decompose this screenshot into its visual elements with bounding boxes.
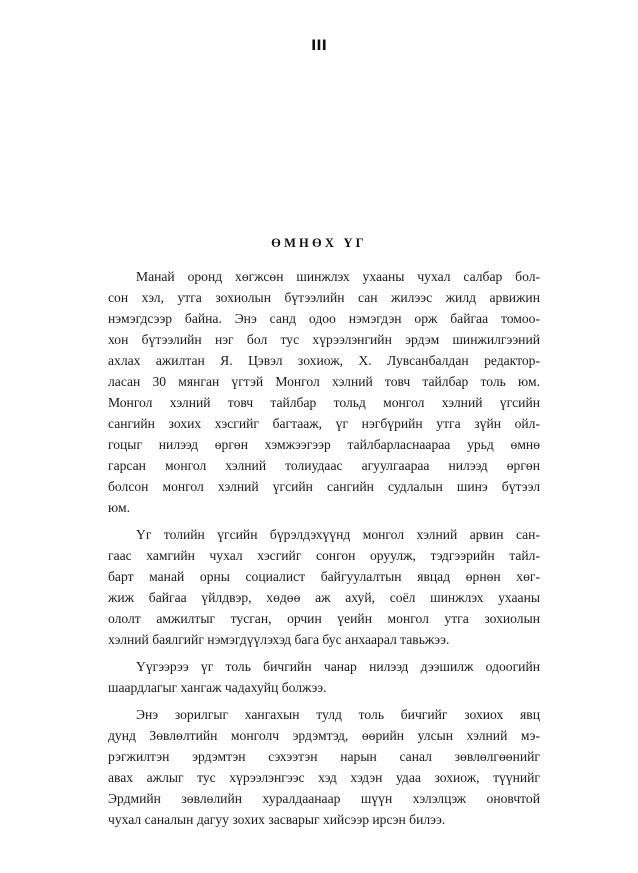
text-line: жиж байгаа үйлдвэр, хөдөө аж ахуй, соёл шинжлэх ухааны	[108, 590, 540, 605]
text-line: Энэ зорилгыг хангахын тулд толь бичгийг зохиох явц	[136, 707, 540, 722]
text-line: чухал саналын дагуу зохих засварыг хийсээр ирсэн билээ.	[108, 812, 446, 827]
paragraph	[108, 266, 540, 518]
text-line: хэлний баялгийг нэмэгдүүлэхэд бага бус анхаарал тавьжээ.	[108, 632, 450, 647]
text-line: сангийн зохих хэсгийг багтааж, үг нэгбүрийн утга зүйн ойл-	[108, 416, 540, 431]
paragraph	[108, 656, 540, 698]
page-number: III	[311, 38, 327, 54]
text-line: гоцыг нилээд өргөн хэмжээгээр тайлбарласнаараа урьд өмнө	[108, 437, 540, 452]
text-line: шаардлагыг хангаж чадахуйц болжээ.	[108, 680, 327, 695]
text-line: дунд Зөвлөлтийн монголч эрдэмтэд, өөрийн улсын хэлний мэ-	[108, 728, 540, 743]
text-line: юм.	[108, 500, 130, 515]
text-line: гаас хамгийн чухал хэсгийг сонгон оруулж, тэдгээрийн тайл-	[108, 548, 540, 563]
text-line: ахлах ажилтан Я. Цэвэл зохиож, Х. Лувсанбалдан редактор-	[108, 353, 540, 368]
text-line: Эрдмийн зөвлөлийн хуралдаанаар шүүн хэлэлцэж оновчтой	[108, 791, 540, 806]
text-line: авах ажлыг тус хүрээлэнгээс хэд хэдэн удаа зохиож, түүнийг	[108, 770, 540, 785]
text-line: нэмэгдсээр байна. Энэ санд одоо нэмэгдэн орж байгаа томоо-	[108, 311, 540, 326]
text-line: барт манай орны социалист байгуулалтын явцад өрнөн хөг-	[108, 569, 540, 584]
preface-body	[108, 266, 540, 836]
text-line: Үг толийн үгсийн бүрэлдэхүүнд монгол хэлний арвин сан-	[136, 527, 540, 542]
text-line: Үүгээрээ үг толь бичгийн чанар нилээд дээшилж одоогийн	[136, 659, 540, 674]
text-line: ласан 30 мянган үгтэй Монгол хэлний товч тайлбар толь юм.	[108, 374, 540, 389]
text-line: Монгол хэлний товч тайлбар тольд монгол хэлний үгсийн	[108, 395, 540, 410]
text-line: болсон монгол хэлний үгсийн сангийн судлалын шинэ бүтээл	[108, 479, 540, 494]
preface-heading: ӨМНӨХ ҮГ	[271, 236, 367, 250]
text-line: рэгжилтэн эрдэмтэн сэхээтэн нарын санал зөвлөлгөөнийг	[108, 749, 540, 764]
text-line: гарсан монгол хэлний толиудаас агуулгаараа нилээд өргөн	[108, 458, 540, 473]
text-line: хон бүтээлийн нэг бол тус хүрээлэнгийн эрдэм шинжилгээний	[108, 332, 540, 347]
text-line: ололт амжилтыг тусган, орчин үеийн монгол утга зохиолын	[108, 611, 540, 626]
text-line: сон хэл, утга зохиолын бүтээлийн сан жилээс жилд арвижин	[108, 290, 540, 305]
text-line: Манай оронд хөгжсөн шинжлэх ухааны чухал салбар бол-	[136, 269, 540, 284]
paragraph	[108, 524, 540, 650]
paragraph	[108, 704, 540, 830]
